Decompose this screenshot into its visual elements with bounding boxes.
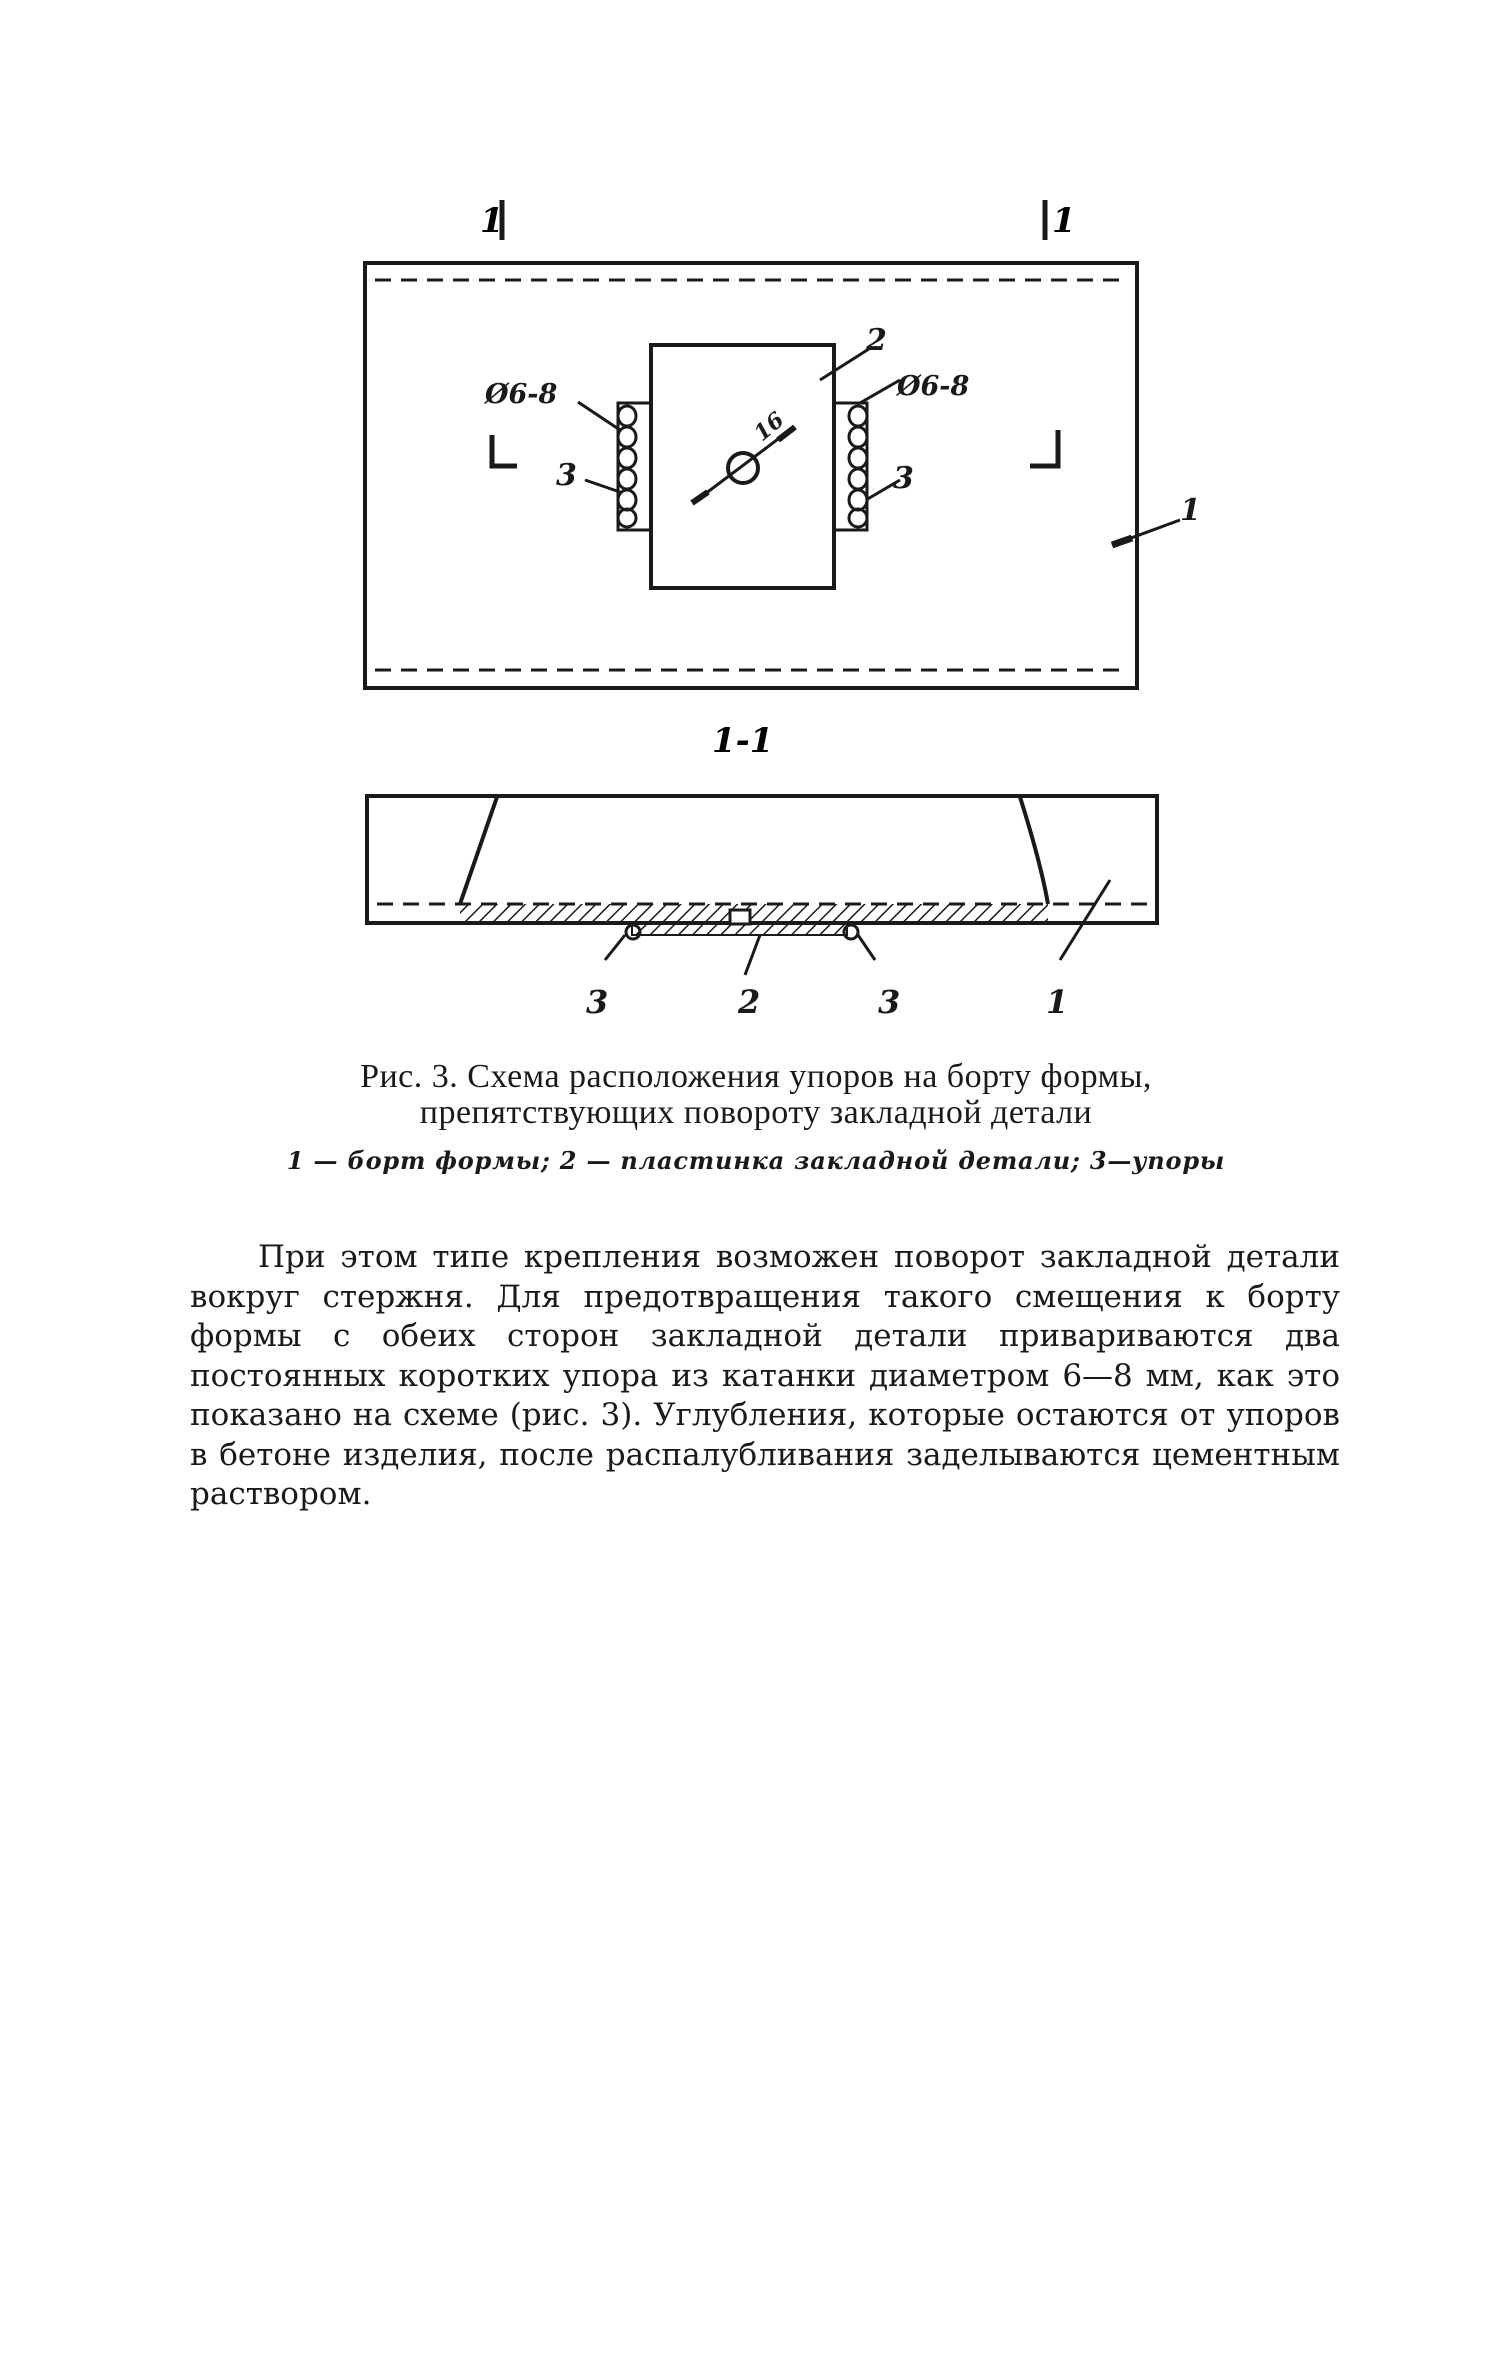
label-stop-left: 3 [556,458,577,493]
section-view [367,796,1157,975]
label-hole-diameter: 16 [749,406,790,447]
caption-line-2: препятствующих повороту закладной детали [419,1094,1093,1131]
figure-drawing [0,0,1512,1100]
caption-line-1: Рис. 3. Схема расположения упоров на борту формы, [360,1058,1152,1095]
stop-right [834,403,867,530]
section-arrow-right [1030,430,1058,466]
form-side-outline [365,263,1137,688]
label-diameter-left: Ø6-8 [485,379,558,410]
stop-left [618,403,651,530]
section-cut-marks [480,200,1076,241]
body-paragraph: При этом типе крепления возможен поворот закладной детали вокруг стержня. Для предотвращения такого смещения к борту формы с обеих сторон закладной детали привариваются два постоянных коротких упора из катанки диаметром 6—8 мм, как это показано на схеме (рис. 3). Углубления, которые остаются от упоров в бетоне изделия, после распалубливания заделываются цементным раствором. [190,1239,1340,1512]
section-label-plate: 2 [738,983,761,1021]
section-mark-right: 1 [1052,201,1076,241]
hatched-side [460,904,1048,922]
plan-view [365,263,1180,688]
section-label-stop-right: 3 [878,983,901,1021]
section-title: 1-1 [712,721,774,761]
section-arrow-left [492,435,517,466]
section-label-form-side: 1 [1046,983,1069,1021]
figure-legend: 1 — борт формы; 2 — пластинка закладной детали; 3—упоры [286,1146,1226,1175]
section-mark-left: 1 [480,201,504,241]
label-form-side: 1 [1180,493,1201,528]
label-diameter-right: Ø6-8 [897,371,970,402]
label-plate: 2 [866,323,887,358]
label-stop-right: 3 [893,461,914,496]
section-label-stop-left: 3 [586,983,609,1021]
